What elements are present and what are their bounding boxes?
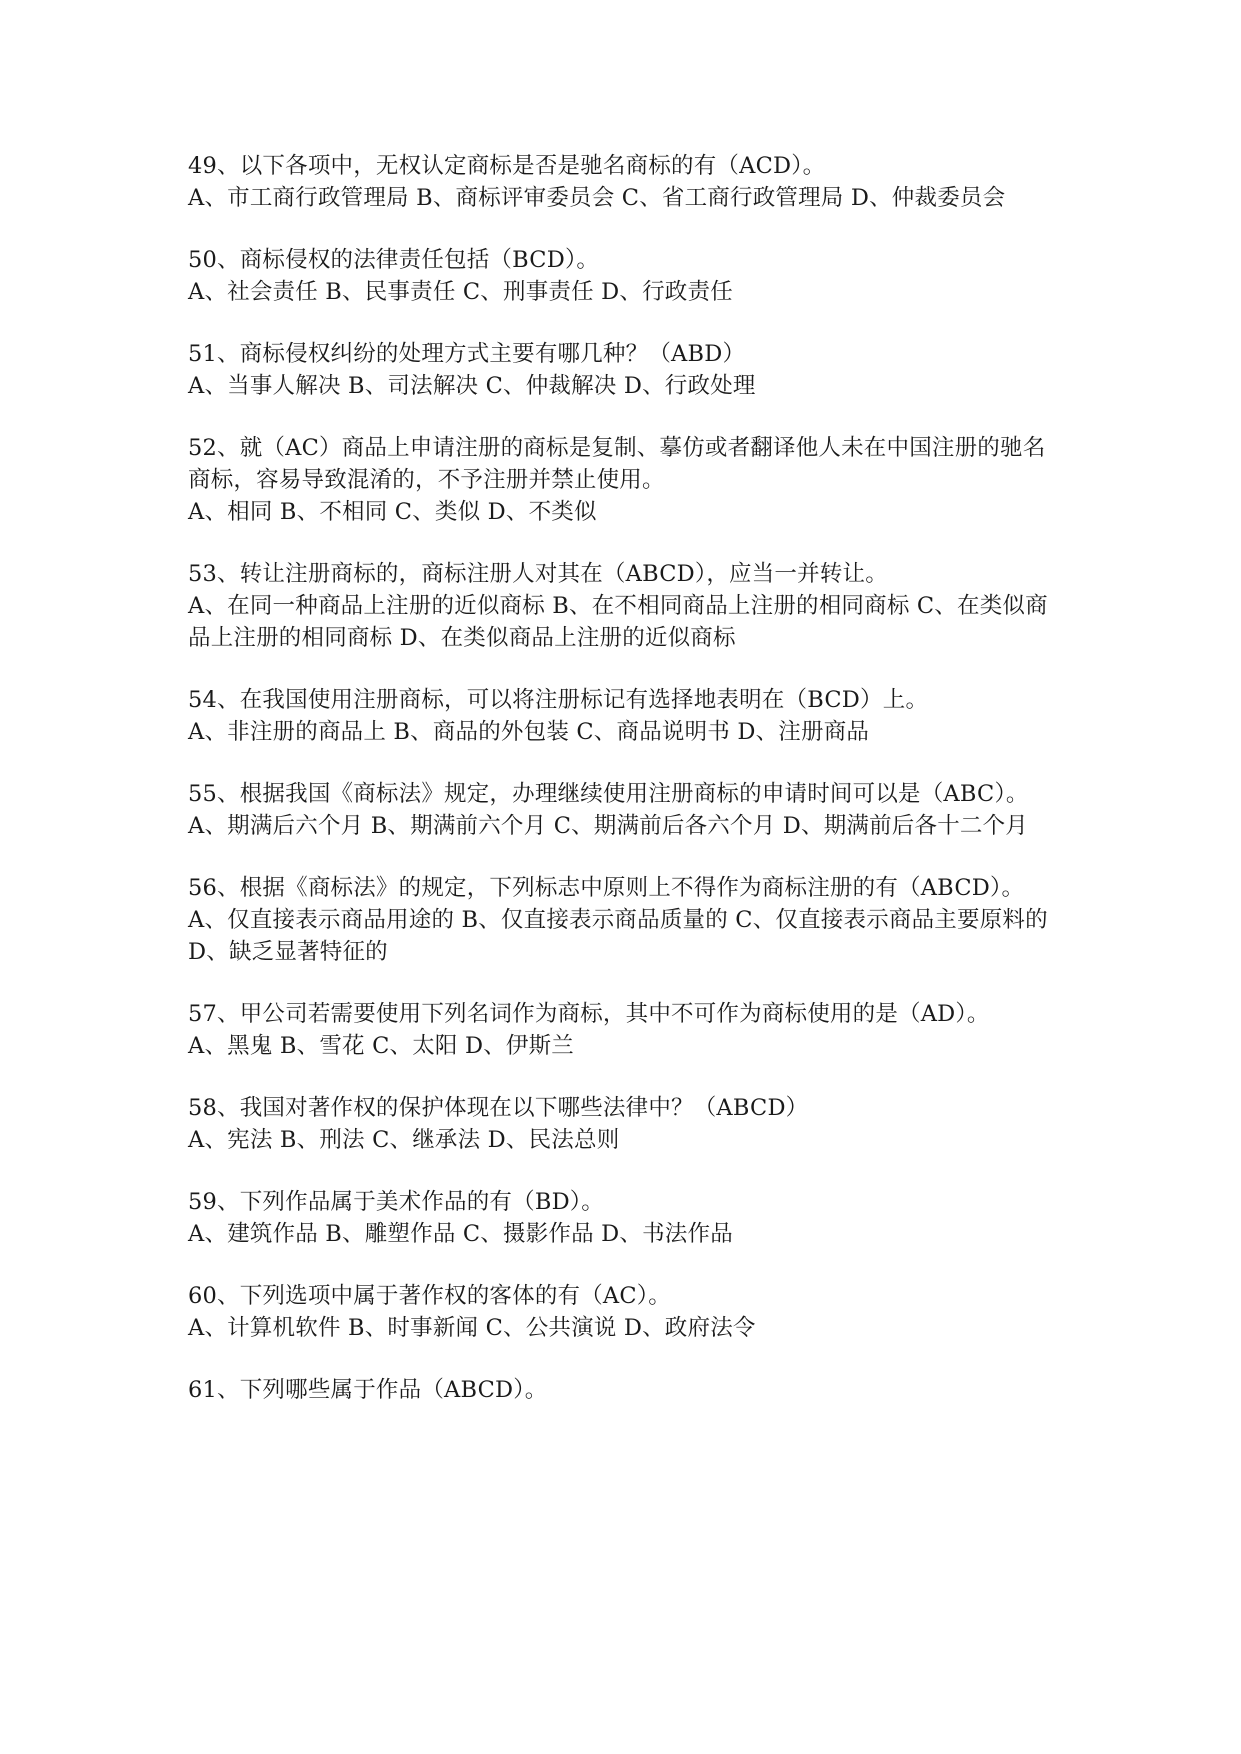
question-options: A、市工商行政管理局 B、商标评审委员会 C、省工商行政管理局 D、仲裁委员会 — [188, 185, 1006, 211]
question-59 — [188, 1186, 1068, 1250]
question-stem: 58、我国对著作权的保护体现在以下哪些法律中？（ABCD） — [188, 1095, 809, 1121]
question-stem: 56、根据《商标法》的规定，下列标志中原则上不得作为商标注册的有（ABCD）。 — [188, 875, 1025, 901]
question-options: A、社会责任 B、民事责任 C、刑事责任 D、行政责任 — [188, 279, 733, 305]
question-55 — [188, 778, 1068, 842]
question-57 — [188, 998, 1068, 1062]
question-61 — [188, 1374, 1068, 1406]
question-stem: 54、在我国使用注册商标，可以将注册标记有选择地表明在（BCD）上。 — [188, 687, 929, 713]
question-stem: 52、就（AC）商品上申请注册的商标是复制、摹仿或者翻译他人未在中国注册的驰名商标，容易导致混淆的，不予注册并禁止使用。 — [188, 435, 1046, 493]
question-stem: 51、商标侵权纠纷的处理方式主要有哪几种？（ABD） — [188, 341, 746, 367]
question-options: A、相同 B、不相同 C、类似 D、不类似 — [188, 499, 597, 525]
document-page — [188, 150, 1068, 1436]
question-54 — [188, 684, 1068, 748]
question-options: A、在同一种商品上注册的近似商标 B、在不相同商品上注册的相同商标 C、在类似商品上注册的相同商标 D、在类似商品上注册的近似商标 — [188, 593, 1048, 651]
question-stem: 61、下列哪些属于作品（ABCD）。 — [188, 1377, 548, 1403]
question-options: A、期满后六个月 B、期满前六个月 C、期满前后各六个月 D、期满前后各十二个月 — [188, 813, 1028, 839]
question-50 — [188, 244, 1068, 308]
question-stem: 50、商标侵权的法律责任包括（BCD）。 — [188, 247, 600, 273]
question-49 — [188, 150, 1068, 214]
question-51 — [188, 338, 1068, 402]
question-options: A、宪法 B、刑法 C、继承法 D、民法总则 — [188, 1127, 620, 1153]
question-options: A、计算机软件 B、时事新闻 C、公共演说 D、政府法令 — [188, 1315, 756, 1341]
question-options: A、黑鬼 B、雪花 C、太阳 D、伊斯兰 — [188, 1033, 574, 1059]
question-60 — [188, 1280, 1068, 1344]
question-58 — [188, 1092, 1068, 1156]
question-stem: 55、根据我国《商标法》规定，办理继续使用注册商标的申请时间可以是（ABC）。 — [188, 781, 1029, 807]
question-options: A、仅直接表示商品用途的 B、仅直接表示商品质量的 C、仅直接表示商品主要原料的 D、缺乏显著特征的 — [188, 907, 1048, 965]
question-stem: 60、下列选项中属于著作权的客体的有（AC）。 — [188, 1283, 671, 1309]
question-stem: 59、下列作品属于美术作品的有（BD）。 — [188, 1189, 604, 1215]
question-52 — [188, 432, 1068, 528]
question-stem: 49、以下各项中，无权认定商标是否是驰名商标的有（ACD）。 — [188, 153, 826, 179]
question-56 — [188, 872, 1068, 968]
question-options: A、非注册的商品上 B、商品的外包装 C、商品说明书 D、注册商品 — [188, 719, 870, 745]
question-options: A、建筑作品 B、雕塑作品 C、摄影作品 D、书法作品 — [188, 1221, 733, 1247]
question-stem: 53、转让注册商标的，商标注册人对其在（ABCD），应当一并转让。 — [188, 561, 888, 587]
question-stem: 57、甲公司若需要使用下列名词作为商标，其中不可作为商标使用的是（AD）。 — [188, 1001, 990, 1027]
question-53 — [188, 558, 1068, 654]
question-options: A、当事人解决 B、司法解决 C、仲裁解决 D、行政处理 — [188, 373, 756, 399]
